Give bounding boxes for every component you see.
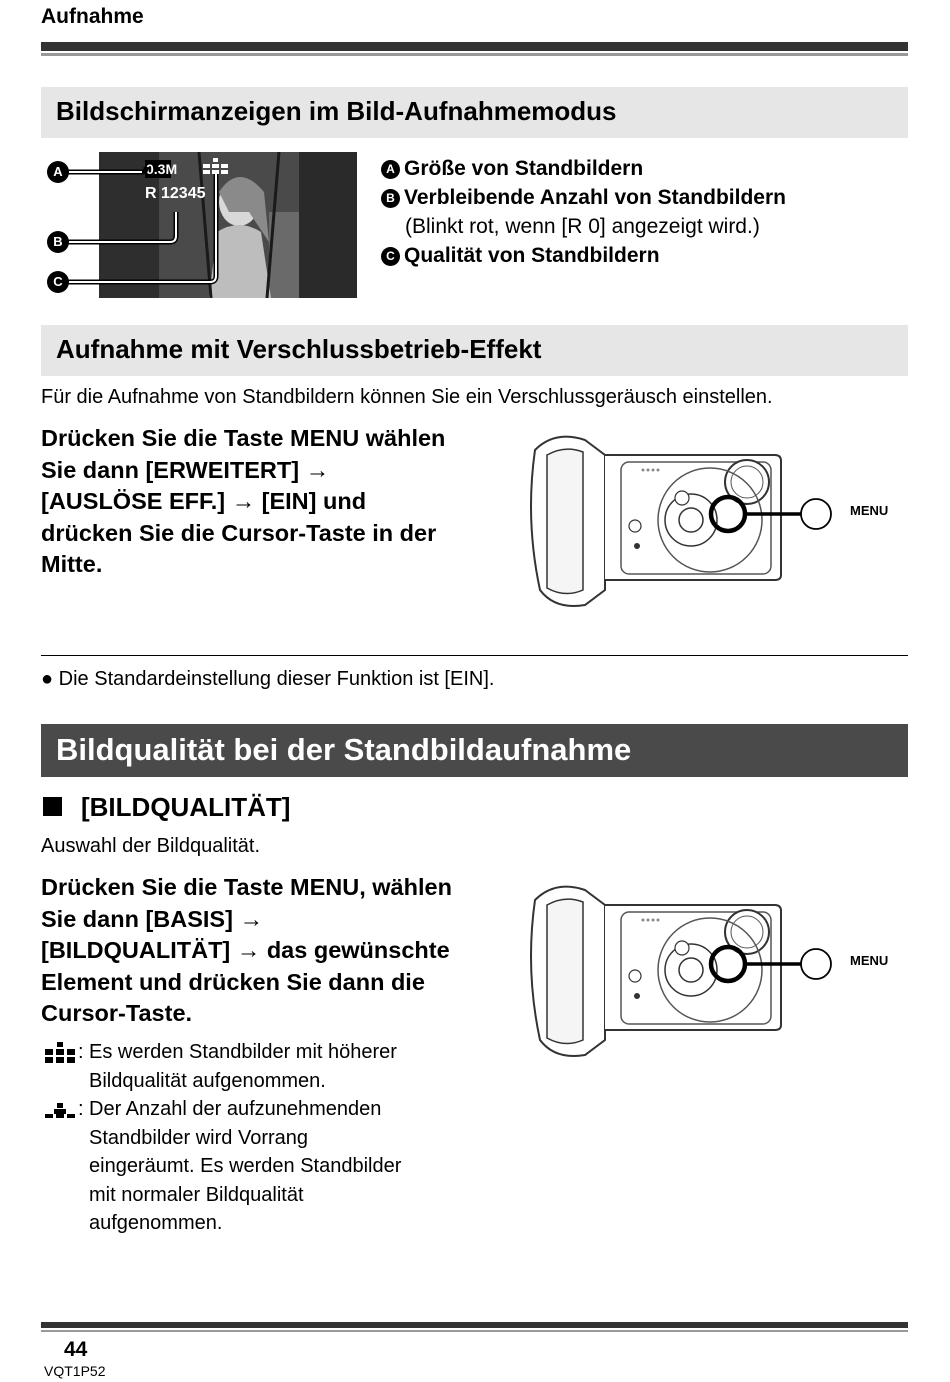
option-colon: : bbox=[78, 1098, 84, 1120]
footer-rule bbox=[41, 1322, 908, 1328]
option-line: Standbilder wird Vorrang bbox=[89, 1126, 309, 1149]
instruction-line: [BILDQUALITÄT] → das gewünschte bbox=[41, 937, 450, 963]
option-fine bbox=[89, 1038, 489, 1095]
legend-text: Verbleibende Anzahl von Standbildern bbox=[404, 186, 786, 209]
display-legend bbox=[381, 154, 901, 270]
legend-marker: A bbox=[381, 160, 400, 179]
bullet-icon: ● bbox=[41, 668, 54, 690]
shutter-intro: Für die Aufnahme von Standbildern können Sie ein Verschlussgeräusch einstellen. bbox=[41, 386, 773, 408]
instruction-line: Sie dann [BASIS] → bbox=[41, 905, 263, 932]
legend-marker: B bbox=[381, 189, 400, 208]
legend-note: (Blinkt rot, wenn [R 0] angezeigt wird.) bbox=[405, 215, 760, 238]
header-rule bbox=[41, 42, 908, 51]
instruction-line: Drücken Sie die Taste MENU wählen bbox=[41, 425, 446, 451]
footer-rule-thin bbox=[41, 1330, 908, 1332]
option-line: eingeräumt. Es werden Standbilder bbox=[89, 1155, 402, 1177]
page-number: 44 bbox=[64, 1338, 88, 1361]
callout-lines bbox=[40, 150, 240, 300]
square-bullet-icon bbox=[43, 797, 62, 816]
size-readout: 0.3M bbox=[146, 161, 178, 177]
option-line: aufgenommen. bbox=[89, 1212, 223, 1234]
instruction-line: Element und drücken Sie dann die bbox=[41, 968, 425, 995]
legend-marker: C bbox=[381, 247, 400, 266]
shutter-instructions bbox=[41, 423, 511, 581]
callout-a: A bbox=[47, 161, 69, 183]
instruction-line: [AUSLÖSE EFF.] → [EIN] und bbox=[41, 488, 367, 514]
subheading: [BILDQUALITÄT] bbox=[81, 792, 291, 822]
instruction-line: Mitte. bbox=[41, 551, 103, 577]
instruction-line: Cursor-Taste. bbox=[41, 1000, 193, 1026]
doc-code: VQT1P52 bbox=[44, 1363, 106, 1379]
fine-quality-icon bbox=[44, 1042, 76, 1064]
option-line: Bildqualität aufgenommen. bbox=[89, 1069, 326, 1092]
normal-quality-icon bbox=[44, 1100, 76, 1122]
default-setting-note bbox=[41, 668, 494, 691]
section-title: Bildqualität bei der Standbildaufnahme bbox=[56, 732, 632, 767]
quality-instructions bbox=[41, 872, 511, 1030]
remaining-readout: R 12345 bbox=[145, 185, 206, 202]
instruction-line: drücken Sie die Cursor-Taste in der bbox=[41, 519, 437, 546]
camera-illustration bbox=[525, 880, 895, 1060]
option-normal bbox=[89, 1095, 489, 1238]
section-title: Bildschirmanzeigen im Bild-Aufnahmemodus bbox=[56, 96, 617, 126]
instruction-line: Sie dann [ERWEITERT] → bbox=[41, 456, 330, 483]
section-title: Aufnahme mit Verschlussbetrieb-Effekt bbox=[56, 334, 542, 364]
callout-c: C bbox=[47, 271, 69, 293]
bullet-text: Die Standardeinstellung dieser Funktion ist [EIN]. bbox=[58, 668, 495, 690]
option-line: Der Anzahl der aufzunehmenden bbox=[89, 1098, 382, 1120]
menu-button-label: MENU bbox=[850, 503, 889, 518]
page-header-title: Aufnahme bbox=[41, 5, 144, 28]
instruction-line: Drücken Sie die Taste MENU, wählen bbox=[41, 874, 452, 900]
section-heading-quality bbox=[41, 724, 908, 777]
section-heading-display bbox=[41, 87, 908, 138]
quality-intro: Auswahl der Bildqualität. bbox=[41, 835, 261, 857]
menu-button-label: MENU bbox=[850, 953, 889, 968]
legend-text: Qualität von Standbildern bbox=[404, 244, 660, 267]
option-colon: : bbox=[78, 1041, 84, 1063]
legend-text: Größe von Standbildern bbox=[404, 157, 644, 180]
header-rule-thin bbox=[41, 53, 908, 56]
callout-b: B bbox=[47, 231, 69, 253]
section-heading-shutter bbox=[41, 325, 908, 376]
camera-illustration bbox=[525, 430, 895, 610]
option-line: Es werden Standbilder mit höherer bbox=[89, 1041, 397, 1063]
divider bbox=[41, 655, 908, 656]
option-line: mit normaler Bildqualität bbox=[89, 1183, 304, 1206]
